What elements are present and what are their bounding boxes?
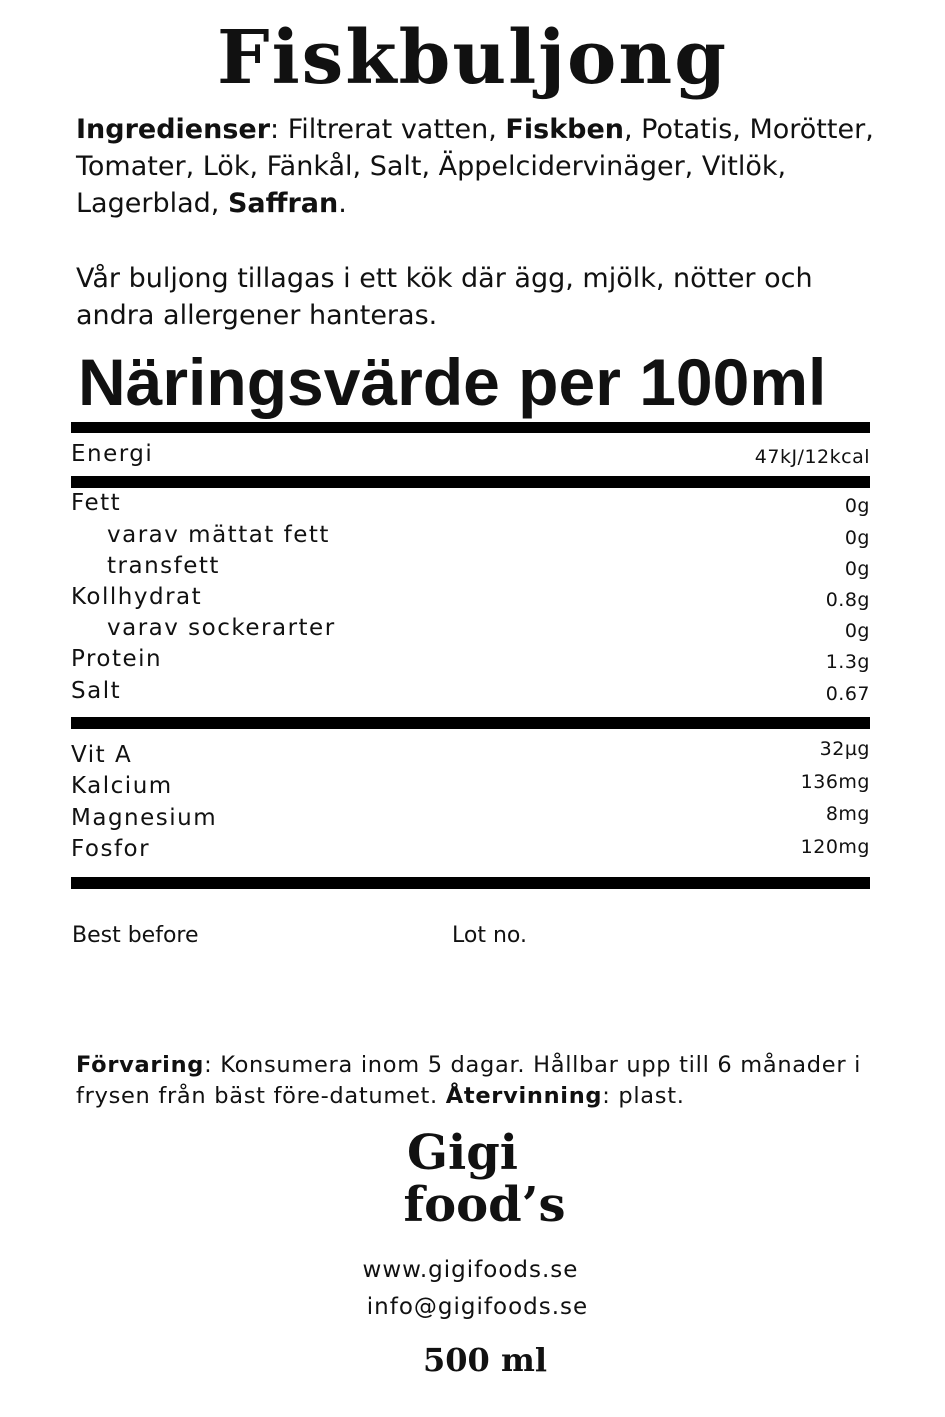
nutrient-value: 32µg: [819, 738, 870, 760]
ingredients-label: Ingredienser: [76, 114, 271, 145]
volume-label: 500 ml: [423, 1341, 547, 1379]
nutrient-value: 0g: [844, 495, 870, 517]
lot-number-label: Lot no.: [452, 923, 527, 948]
nutrition-heading: Näringsvärde per 100ml: [78, 345, 827, 419]
nutrient-label: Fett: [71, 490, 122, 516]
ingredients-part1: Filtrerat vatten,: [287, 114, 506, 145]
nutrition-row: [71, 677, 870, 705]
ingredients-text: [76, 111, 896, 222]
nutrition-row: [71, 738, 870, 769]
nutrition-row-energy: [71, 440, 870, 468]
nutrition-row: [71, 521, 870, 549]
nutrition-row: [71, 645, 870, 673]
divider-bar: [71, 476, 870, 488]
nutrient-value: 136mg: [800, 771, 870, 793]
nutrition-row: [71, 804, 870, 832]
storage-colon: :: [204, 1052, 221, 1078]
storage-text: Konsumera inom 5 dagar. Hållbar upp till 6 månader i frysen från bäst före-datumet.: [76, 1052, 862, 1109]
nutrient-label: Kalcium: [71, 773, 173, 799]
nutrient-label: Energi: [71, 441, 154, 467]
nutrition-row: [71, 489, 870, 517]
brand-logo-line1: Gigi: [406, 1125, 519, 1181]
allergen-note: Vår buljong tillagas i ett kök där ägg, mjölk, nötter och andra allergener hanteras.: [76, 263, 813, 331]
nutrient-label: Salt: [71, 678, 122, 704]
recycling-label: Återvinning: [445, 1083, 603, 1109]
nutrient-value: 0g: [844, 527, 870, 549]
website-link[interactable]: www.gigifoods.se: [362, 1257, 579, 1283]
divider-bar: [71, 422, 870, 433]
nutrient-label: transfett: [107, 553, 220, 579]
nutrient-label: Kollhydrat: [71, 584, 203, 610]
nutrient-value: 120mg: [800, 836, 870, 858]
recycling-colon: :: [602, 1083, 619, 1109]
nutrient-value: 0g: [844, 620, 870, 642]
nutrient-label: Vit A: [71, 742, 133, 768]
nutrient-value: 1.3g: [825, 651, 870, 673]
nutrient-value: 0g: [844, 558, 870, 580]
divider-bar: [71, 717, 870, 729]
nutrient-label: Fosfor: [71, 836, 151, 862]
nutrient-label: varav mättat fett: [107, 522, 330, 548]
storage-info: [76, 1050, 896, 1112]
product-title: Fiskbuljong: [217, 15, 728, 101]
nutrient-label: Protein: [71, 646, 163, 672]
best-before-label: Best before: [72, 923, 199, 948]
nutrient-value: 0.67: [825, 683, 870, 705]
nutrition-row: [71, 772, 870, 800]
storage-label: Förvaring: [76, 1052, 205, 1078]
ingredients-colon: :: [270, 114, 288, 145]
ingredients-part2: , Potatis, Morötter, Tomater, Lök, Fänkål, Salt, Äppelcidervinäger, Vitlök, Lagerblad,: [76, 114, 874, 219]
nutrient-label: Magnesium: [71, 805, 218, 831]
nutrient-label: varav sockerarter: [107, 615, 336, 641]
nutrition-row: [71, 583, 870, 611]
ingredients-end: .: [338, 188, 347, 219]
nutrition-row: [71, 614, 870, 642]
nutrient-value: 47kJ/12kcal: [754, 446, 870, 468]
email-link[interactable]: info@gigifoods.se: [366, 1294, 589, 1320]
nutrient-value: 0.8g: [825, 589, 870, 611]
nutrient-value: 8mg: [825, 803, 870, 825]
ingredient-fish: Fiskben: [505, 114, 625, 145]
recycling-value: plast.: [618, 1083, 685, 1109]
brand-logo-line2: food’s: [403, 1177, 566, 1233]
nutrition-row: [71, 552, 870, 580]
divider-bar: [71, 877, 870, 889]
ingredient-saffron: Saffran: [227, 188, 339, 219]
nutrition-row: [71, 835, 870, 863]
